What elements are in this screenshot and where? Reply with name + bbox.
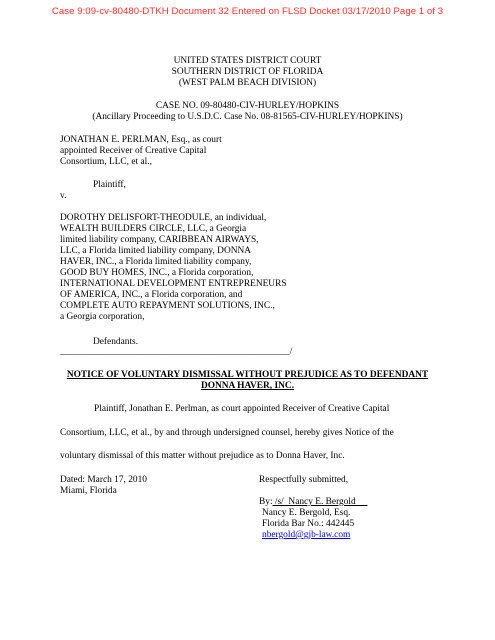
defendants-role: Defendants. [93,337,139,347]
court-caption [0,56,495,89]
defendant-line: INTERNATIONAL DEVELOPMENT ENTREPRENEURS [60,279,287,289]
respectfully-submitted: Respectfully submitted, [259,475,349,485]
defendant-line: COMPLETE AUTO REPAYMENT SOLUTIONS, INC., [60,301,275,311]
signature-line [259,497,367,508]
attorney-name: Nancy E. Bergold, Esq. [262,508,351,518]
defendant-line: a Georgia corporation, [60,312,145,322]
body-paragraph-cont [60,428,438,439]
defendant-line: OF AMERICA, INC., a Florida corporation, and [60,290,243,300]
defendant-line: GOOD BUY HOMES, INC., a Florida corporation, [60,268,254,278]
defendant-line: WEALTH BUILDERS CIRCLE, LLC, a Georgia [60,224,247,234]
body-line: voluntary dismissal of this matter without prejudice as to Donna Haver, Inc. [60,451,345,461]
ancillary-proceeding: (Ancillary Proceeding to U.S.D.C. Case No. 08-81565-CIV-HURLEY/HOPKINS) [92,112,403,122]
plaintiff-party [60,135,222,168]
defendant-line: LLC, a Florida limited liability company, DONNA [60,246,252,256]
attorney-email-link[interactable]: nbergold@gjb-law.com [262,530,351,540]
by-label: By: [259,497,273,507]
plaintiff-line: appointed Receiver of Creative Capital [60,146,207,156]
place-line: Miami, Florida [60,486,117,496]
defendant-line: DOROTHY DELISFORT-THEODULE, an individual, [60,213,267,223]
plaintiff-line: JONATHAN E. PERLMAN, Esq., as court [60,135,222,145]
notice-title-line1: NOTICE OF VOLUNTARY DISMISSAL WITHOUT PREJUDICE AS TO DEFENDANT [66,370,429,380]
notice-title-line2: DONNA HAVER, INC. [200,381,295,391]
body-line: Consortium, LLC, et al., by and through undersigned counsel, hereby gives Notice of the [60,428,394,438]
defendant-line: HAVER, INC., a Florida limited liability company, [60,257,252,267]
caption-rule: _________________________________________________/ [60,347,293,357]
body-line: Plaintiff, Jonathan E. Perlman, as court appointed Receiver of Creative Capital [94,404,390,414]
court-division: (WEST PALM BEACH DIVISION) [178,78,317,88]
defendant-parties [60,213,287,323]
plaintiff-line: Consortium, LLC, et al., [60,157,152,167]
e-signature: /s/ Nancy E. Bergold [272,497,368,507]
court-name: UNITED STATES DISTRICT COURT [173,56,322,66]
dated-line: Dated: March 17, 2010 [60,475,147,485]
case-number: CASE NO. 09-80480-CIV-HURLEY/HOPKINS [155,101,340,111]
bar-number: Florida Bar No.: 442445 [262,519,355,529]
body-paragraph-end [60,451,438,462]
body-paragraph [60,404,438,415]
docket-header: Case 9:09-cv-80480-DTKH Document 32 Entered on FLSD Docket 03/17/2010 Page 1 of 3 [51,6,444,17]
defendant-line: limited liability company, CARIBBEAN AIRWAYS, [60,235,259,245]
plaintiff-role: Plaintiff, [93,180,126,190]
notice-title [0,370,495,392]
versus: v. [60,191,67,201]
case-number-block [0,101,495,123]
court-district: SOUTHERN DISTRICT OF FLORIDA [171,67,324,77]
